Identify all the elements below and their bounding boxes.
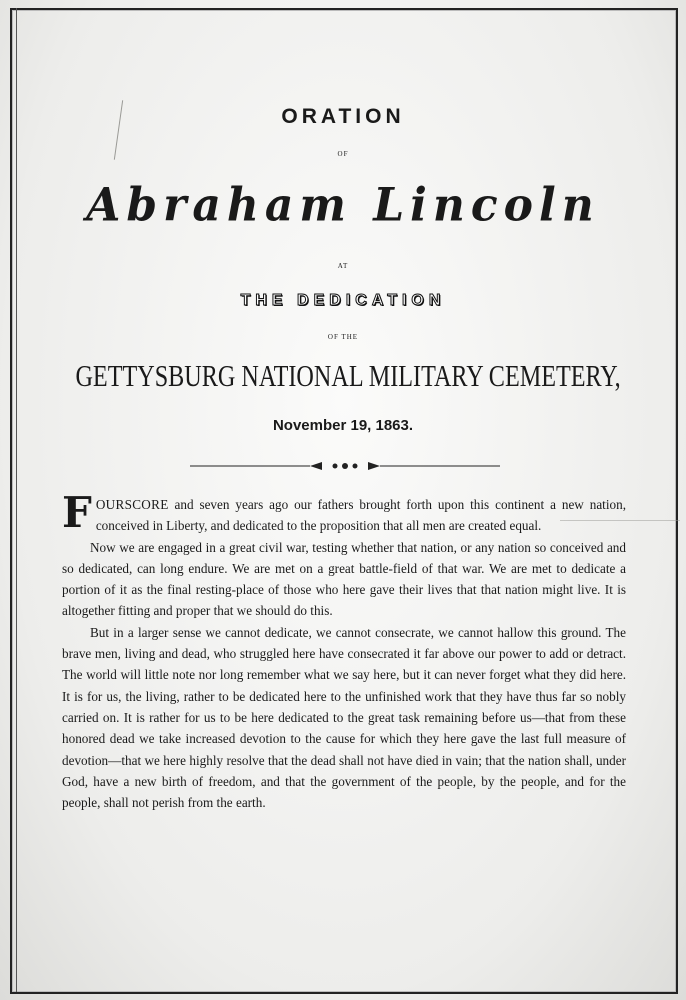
cemetery-heading: GETTYSBURG NATIONAL MILITARY CEMETERY, (75, 358, 621, 393)
paragraph-3: But in a larger sense we cannot dedicate, we cannot consecrate, we cannot hallow this ground. The brave men, living and dead, who struggled here have consecrated it far above our power to add or detract. The world will little note nor long remember what we say here, but it can never forget what they did here. It is for us, the living, rather to be dedicated here to the unfinished work that they have thus far so nobly carried on. It is rather for us to be here dedicated to the great task remaining before us—that from these honored dead we take increased devotion to the cause for which they here gave the last full measure of devotion—that we here highly resolve that the dead shall not have died in vain; that the nation shall, under God, have a new birth of freedom, and that the government of the people, by the people, and for the people, shall not perish from the earth. (62, 624, 626, 811)
speech-date: November 19, 1863. (272, 417, 414, 434)
paragraph-1 (62, 488, 626, 537)
speech-text (62, 488, 626, 813)
opening-word: OURSCORE (95, 497, 169, 512)
of-label: OF (337, 150, 349, 158)
drop-cap: F (62, 488, 92, 537)
oration-heading: ORATION (281, 105, 405, 128)
ornamental-divider (190, 456, 500, 476)
dedication-heading: THE DEDICATION (240, 292, 446, 309)
at-label: AT (337, 262, 349, 270)
of-the-label: OF THE (327, 333, 359, 341)
speaker-name: Abraham Lincoln (86, 178, 600, 233)
paragraph-2: Now we are engaged in a great civil war, testing whether that nation, or any nation so conceived and so dedicated, can long endure. We are met on a great battle-field of that war. We are met to dedicate a portion of it as the final resting-place of those who here gave their lives that that nation might live. It is altogether fitting and proper that we should do this. (62, 539, 626, 619)
paragraph-1-text: and seven years ago our fathers brought forth upon this continent a new nation, conceived in Liberty, and dedicated to the proposition that all men are created equal. (95, 497, 626, 534)
